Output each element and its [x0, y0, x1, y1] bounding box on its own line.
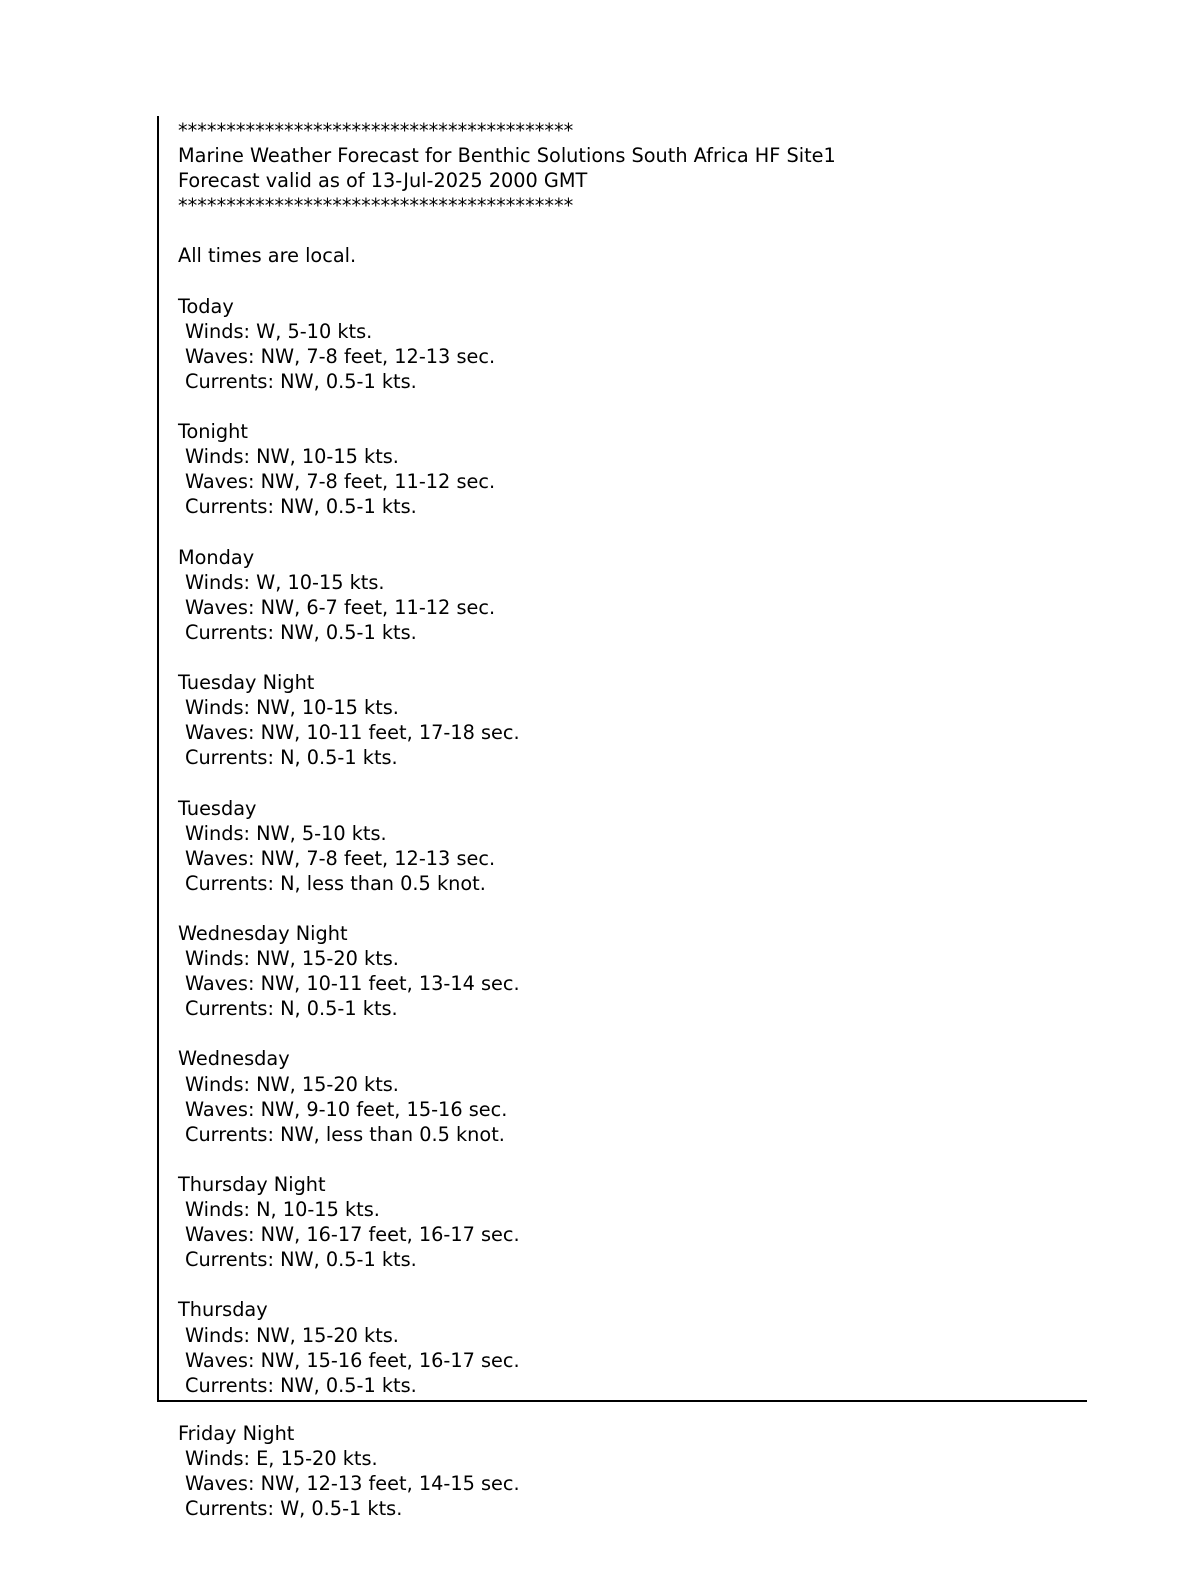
- forecast-section-monday: [178, 545, 1087, 645]
- waves-line: Waves: NW, 10-11 feet, 17-18 sec.: [185, 721, 520, 745]
- winds-line: Winds: NW, 15-20 kts.: [185, 1323, 399, 1347]
- winds-line: Winds: NW, 10-15 kts.: [185, 445, 399, 469]
- waves-line: Waves: NW, 7-8 feet, 12-13 sec.: [185, 344, 496, 368]
- waves-line: Waves: NW, 6-7 feet, 11-12 sec.: [185, 595, 496, 619]
- forecast-continuation: [178, 1421, 520, 1521]
- section-day: Today: [178, 294, 234, 318]
- section-day: Wednesday Night: [178, 922, 348, 945]
- forecast-box: [157, 116, 1087, 1402]
- currents-line: Currents: N, less than 0.5 knot.: [185, 871, 486, 895]
- winds-line: Winds: NW, 15-20 kts.: [185, 1072, 399, 1096]
- winds-line: Winds: NW, 10-15 kts.: [185, 696, 399, 720]
- forecast-section-tonight: [178, 419, 1087, 519]
- section-day: Tuesday Night: [178, 671, 315, 695]
- forecast-section-wednesday-night: [178, 921, 1087, 1021]
- forecast-valid-line: Forecast valid as of 13-Jul-2025 2000 GMT: [178, 169, 588, 193]
- currents-line: Currents: W, 0.5-1 kts.: [185, 1497, 403, 1521]
- forecast-section-wednesday: [178, 1046, 1087, 1146]
- waves-line: Waves: NW, 7-8 feet, 12-13 sec.: [185, 846, 496, 870]
- forecast-title: Marine Weather Forecast for Benthic Solutions South Africa HF Site1: [178, 144, 836, 168]
- divider-bottom: *****************************************: [178, 194, 574, 218]
- waves-line: Waves: NW, 10-11 feet, 13-14 sec.: [185, 972, 520, 996]
- forecast-section-today: [178, 294, 1087, 394]
- section-day: Tuesday: [178, 796, 257, 820]
- currents-line: Currents: NW, 0.5-1 kts.: [185, 1248, 417, 1272]
- winds-line: Winds: NW, 15-20 kts.: [185, 947, 399, 971]
- section-day: Friday Night: [178, 1422, 295, 1445]
- currents-line: Currents: NW, 0.5-1 kts.: [185, 495, 417, 519]
- times-note: All times are local.: [178, 244, 357, 268]
- forecast-section-thursday: [178, 1297, 1087, 1397]
- currents-line: Currents: NW, 0.5-1 kts.: [185, 620, 417, 644]
- forecast-section-tuesday: [178, 796, 1087, 896]
- section-day: Monday: [178, 545, 255, 569]
- forecast-section-friday-night: [178, 1421, 520, 1521]
- waves-line: Waves: NW, 9-10 feet, 15-16 sec.: [185, 1097, 508, 1121]
- forecast-section-tuesday-night: [178, 670, 1087, 770]
- winds-line: Winds: NW, 5-10 kts.: [185, 821, 387, 845]
- section-day: Thursday: [178, 1298, 268, 1322]
- currents-line: Currents: NW, less than 0.5 knot.: [185, 1122, 505, 1146]
- forecast-section-thursday-night: [178, 1172, 1087, 1272]
- waves-line: Waves: NW, 12-13 feet, 14-15 sec.: [185, 1472, 520, 1496]
- waves-line: Waves: NW, 7-8 feet, 11-12 sec.: [185, 470, 496, 494]
- waves-line: Waves: NW, 15-16 feet, 16-17 sec.: [185, 1348, 520, 1372]
- divider-top: *****************************************: [178, 119, 574, 142]
- winds-line: Winds: W, 5-10 kts.: [185, 319, 373, 343]
- winds-line: Winds: E, 15-20 kts.: [185, 1447, 378, 1471]
- currents-line: Currents: NW, 0.5-1 kts.: [185, 1373, 417, 1397]
- currents-line: Currents: N, 0.5-1 kts.: [185, 997, 398, 1021]
- winds-line: Winds: N, 10-15 kts.: [185, 1198, 380, 1222]
- winds-line: Winds: W, 10-15 kts.: [185, 570, 385, 594]
- section-day: Tonight: [178, 420, 248, 444]
- currents-line: Currents: NW, 0.5-1 kts.: [185, 369, 417, 393]
- section-day: Thursday Night: [178, 1172, 326, 1196]
- section-day: Wednesday: [178, 1047, 290, 1071]
- waves-line: Waves: NW, 16-17 feet, 16-17 sec.: [185, 1223, 520, 1247]
- currents-line: Currents: N, 0.5-1 kts.: [185, 746, 398, 770]
